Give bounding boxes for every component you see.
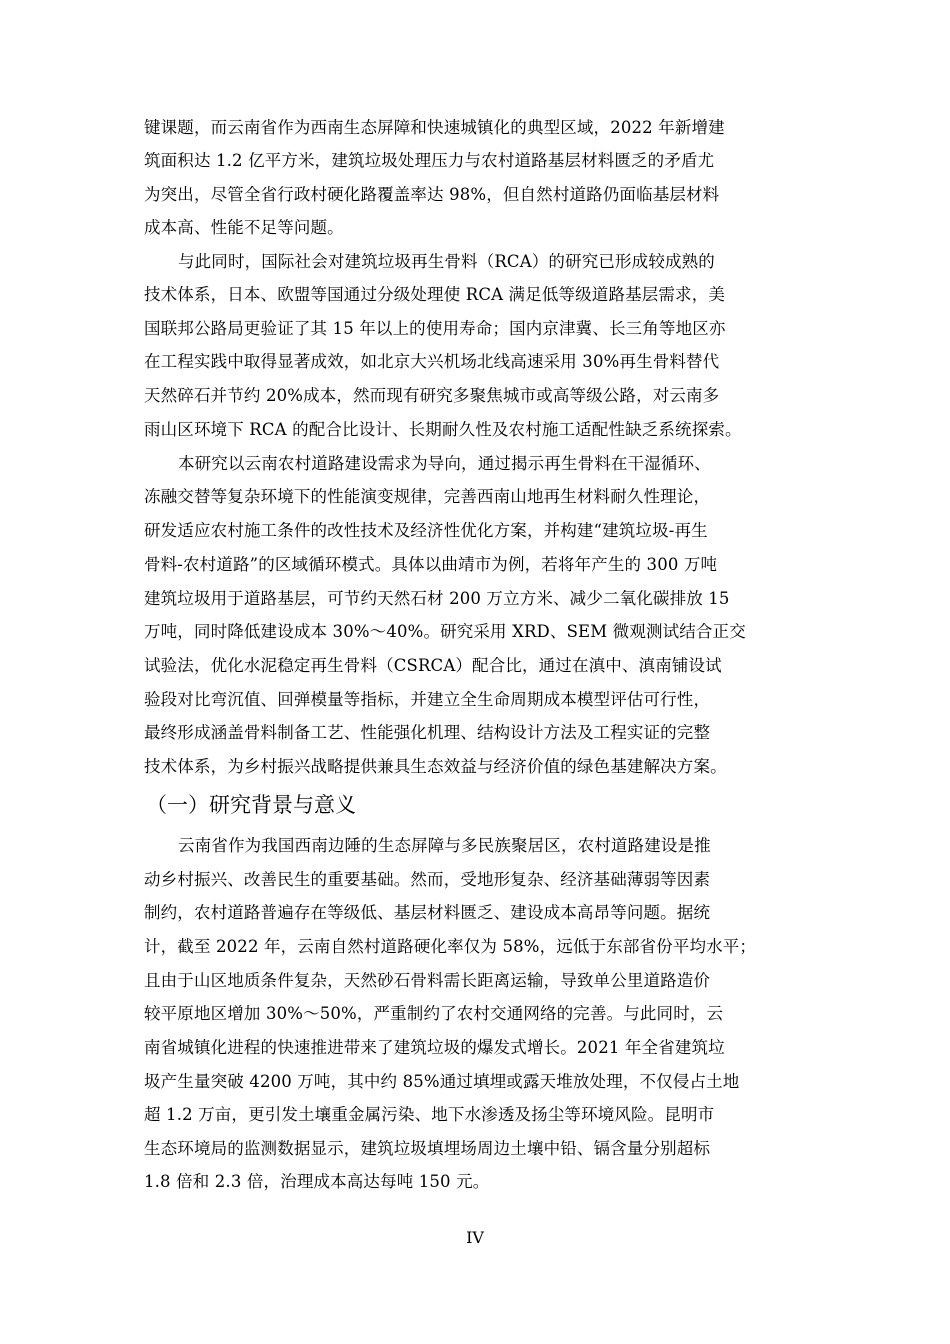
text-line: 键课题，而云南省作为西南生态屏障和快速城镇化的典型区域，2022 年新增建 xyxy=(144,118,725,137)
text-line: 云南省作为我国西南边陲的生态屏障与多民族聚居区，农村道路建设是推 xyxy=(178,836,711,855)
text-line: 筑面积达 1.2 亿平方米，建筑垃圾处理压力与农村道路基层材料匮乏的矛盾尤 xyxy=(144,151,715,170)
text-line: 雨山区环境下 RCA 的配合比设计、长期耐久性及农村施工适配性缺乏系统探索。 xyxy=(144,420,742,439)
text-line: 南省城镇化进程的快速推进带来了建筑垃圾的爆发式增长。2021 年全省建筑垃 xyxy=(144,1038,725,1057)
text-line: 在工程实践中取得显著成效，如北京大兴机场北线高速采用 30%再生骨料替代 xyxy=(144,352,720,371)
text-line: 研发适应农村施工条件的改性技术及经济性优化方案，并构建“建筑垃圾-再生 xyxy=(144,521,708,540)
text-line: 最终形成涵盖骨料制备工艺、性能强化机理、结构设计方法及工程实证的完整 xyxy=(144,723,711,742)
text-line: 万吨，同时降低建设成本 30%～40%。研究采用 XRD、SEM 微观测试结合正交 xyxy=(144,622,746,641)
text-line: 验段对比弯沉值、回弹模量等指标，并建立全生命周期成本模型评估可行性， xyxy=(144,690,711,709)
text-line: 生态环境局的监测数据显示，建筑垃圾填埋场周边土壤中铅、镉含量分别超标 xyxy=(144,1139,711,1158)
text-line: 为突出，尽管全省行政村硬化路覆盖率达 98%，但自然村道路仍面临基层材料 xyxy=(144,185,720,204)
text-line: 本研究以云南农村道路建设需求为导向，通过揭示再生骨料在干湿循环、 xyxy=(178,454,711,473)
text-line: 成本高、性能不足等问题。 xyxy=(144,218,344,237)
section-heading: （一）研究背景与意义 xyxy=(146,793,356,817)
text-line: 制约，农村道路普遍存在等级低、基层材料匮乏、建设成本高昂等问题。据统 xyxy=(144,903,711,922)
text-line: 且由于山区地质条件复杂，天然砂石骨料需长距离运输，导致单公里道路造价 xyxy=(144,971,711,990)
text-line: 技术体系，日本、欧盟等国通过分级处理使 RCA 满足低等级道路基层需求，美 xyxy=(144,285,726,304)
text-line: 计，截至 2022 年，云南自然村道路硬化率仅为 58%，远低于东部省份平均水平； xyxy=(144,937,757,956)
text-line: 1.8 倍和 2.3 倍，治理成本高达每吨 150 元。 xyxy=(144,1172,490,1191)
text-line: 骨料-农村道路”的区域循环模式。具体以曲靖市为例，若将年产生的 300 万吨 xyxy=(144,555,718,574)
text-line: 技术体系，为乡村振兴战略提供兼具生态效益与经济价值的绿色基建解决方案。 xyxy=(144,757,727,776)
text-line: 建筑垃圾用于道路基层，可节约天然石材 200 万立方米、减少二氧化碳排放 15 xyxy=(144,589,730,608)
text-line: 与此同时，国际社会对建筑垃圾再生骨料（RCA）的研究已形成较成熟的 xyxy=(178,252,715,271)
text-line: 试验法，优化水泥稳定再生骨料（CSRCA）配合比，通过在滇中、滇南铺设试 xyxy=(144,656,722,675)
text-line: 超 1.2 万亩，更引发土壤重金属污染、地下水渗透及扬尘等环境风险。昆明市 xyxy=(144,1105,715,1124)
text-line: 国联邦公路局更验证了其 15 年以上的使用寿命；国内京津冀、长三角等地区亦 xyxy=(144,319,726,338)
text-line: 动乡村振兴、改善民生的重要基础。然而，受地形复杂、经济基础薄弱等因素 xyxy=(144,870,711,889)
text-line: 冻融交替等复杂环境下的性能演变规律，完善西南山地再生材料耐久性理论， xyxy=(144,487,711,506)
text-line: 天然碎石并节约 20%成本，然而现有研究多聚焦城市或高等级公路，对云南多 xyxy=(144,386,720,405)
page-number: IV xyxy=(466,1228,484,1247)
text-line: 较平原地区增加 30%～50%，严重制约了农村交通网络的完善。与此同时，云 xyxy=(144,1004,724,1023)
text-line: 圾产生量突破 4200 万吨，其中约 85%通过填埋或露天堆放处理，不仅侵占土地 xyxy=(144,1072,740,1091)
